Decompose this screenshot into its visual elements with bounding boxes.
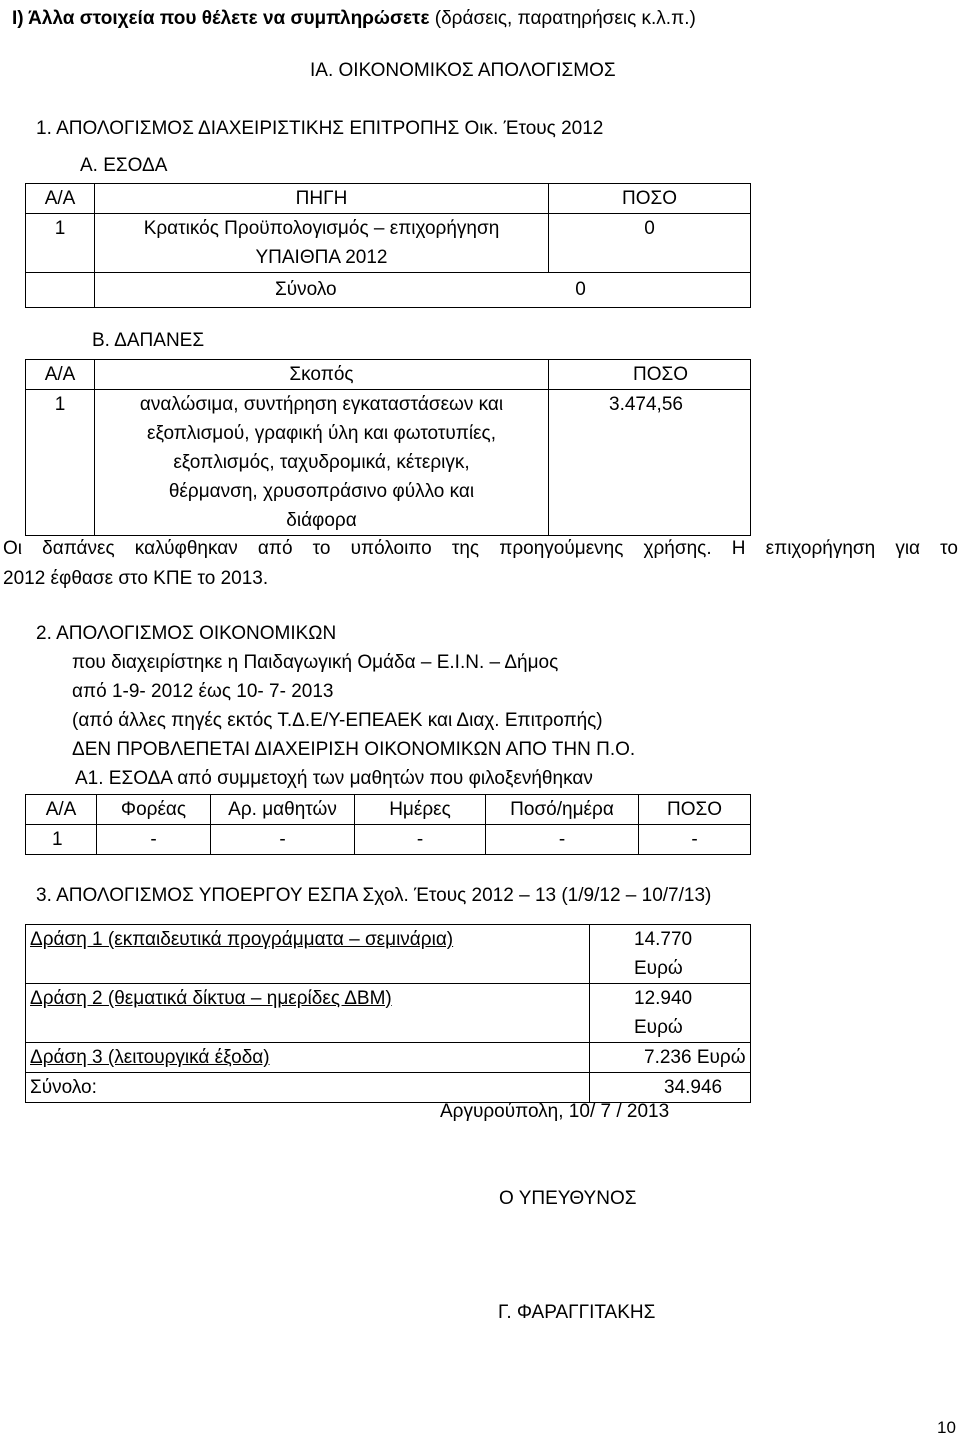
part2-line6: Α1. ΕΣΟΔΑ από συμμετοχή των μαθητών που φιλοξενήθηκαν — [75, 768, 593, 789]
espa-row-value: 14.770 Ευρώ — [590, 925, 751, 984]
table-row — [26, 1073, 751, 1103]
col-header-amount: ΠΟΣΟ — [549, 184, 751, 214]
part2-line5: ΔΕΝ ΠΡΟΒΛΕΠΕΤΑΙ ΔΙΑΧΕΙΡΙΣΗ ΟΙΚΟΝΟΜΙΚΩΝ ΑΠΟ ΤΗΝ Π.Ο. — [72, 739, 636, 760]
total-value: 0 — [575, 279, 586, 300]
table-row — [26, 390, 751, 536]
cell-empty — [26, 273, 95, 308]
page-number: 10 — [937, 1418, 956, 1437]
col-header: ΠΟΣΟ — [639, 795, 751, 825]
income-table — [25, 183, 751, 308]
col-header: Αρ. μαθητών — [211, 795, 355, 825]
table-row — [26, 825, 751, 855]
cell-purpose — [95, 390, 549, 536]
table-row — [26, 360, 751, 390]
cell-source — [95, 214, 549, 273]
part3-title: 3. ΑΠΟΛΟΓΙΣΜΟΣ ΥΠΟΕΡΓΟΥ ΕΣΠΑ Σχολ. Έτους 2012 – 13 (1/9/12 – 10/7/13) — [36, 885, 712, 906]
part2-line3: από 1-9- 2012 έως 10- 7- 2013 — [72, 681, 334, 702]
table-cell: - — [355, 825, 486, 855]
main-title: ΙΑ. ΟΙΚΟΝΟΜΙΚΟΣ ΑΠΟΛΟΓΙΣΜΟΣ — [310, 60, 616, 81]
espa-row-label: Δράση 3 (λειτουργικά έξοδα) — [26, 1043, 590, 1073]
col-header: Ποσό/ημέρα — [486, 795, 639, 825]
purpose-line: θέρμανση, χρυσοπράσινο φύλλο και — [168, 481, 475, 502]
table-row — [26, 184, 751, 214]
col-header: Α/Α — [26, 795, 97, 825]
part1-title: 1. ΑΠΟΛΟΓΙΣΜΟΣ ΔΙΑΧΕΙΡΙΣΤΙΚΗΣ ΕΠΙΤΡΟΠΗΣ Οικ. Έτους 2012 — [36, 118, 604, 139]
section-header-suffix: (δράσεις, παρατηρήσεις κ.λ.π.) — [434, 8, 696, 29]
amount-value: 3.474,56 — [609, 394, 683, 415]
table-cell: - — [639, 825, 751, 855]
section-header — [12, 8, 696, 30]
students-table — [25, 794, 751, 855]
col-header: Φορέας — [97, 795, 211, 825]
signatory-role: Ο ΥΠΕΥΘΥΝΟΣ — [499, 1188, 637, 1209]
signatory-name: Γ. ΦΑΡΑΓΓΙΤΑΚΗΣ — [498, 1302, 656, 1323]
purpose-line: αναλώσιμα, συντήρηση εγκαταστάσεων και — [139, 394, 504, 415]
cell-aa: 1 — [26, 214, 95, 273]
expenses-label: Β. ΔΑΠΑΝΕΣ — [92, 330, 205, 351]
table-row — [26, 1043, 751, 1073]
part2-line2: που διαχειρίστηκε η Παιδαγωγική Ομάδα – Ε.Ι.Ν. – Δήμος — [72, 652, 559, 673]
table-row — [26, 273, 751, 308]
cell-source-line2: ΥΠΑΙΘΠΑ 2012 — [255, 247, 388, 268]
table-cell: 1 — [26, 825, 97, 855]
col-header-amount: ΠΟΣΟ — [549, 360, 751, 390]
col-header-purpose: Σκοπός — [95, 360, 549, 390]
col-header-aa: Α/Α — [26, 360, 95, 390]
table-row — [26, 984, 751, 1043]
section-header-prefix: Ι) Άλλα στοιχεία που θέλετε να συμπληρώσετε — [12, 8, 430, 29]
place-date: Αργυρούπολη, 10/ 7 / 2013 — [440, 1101, 670, 1122]
expenses-table — [25, 359, 751, 536]
note-line2: 2012 έφθασε στο ΚΠΕ το 2013. — [3, 568, 269, 589]
purpose-line: εξοπλισμός, ταχυδρομικά, κέτεριγκ, — [173, 452, 470, 473]
cell-total — [95, 273, 751, 308]
cell-amount: 0 — [549, 214, 751, 273]
espa-row-label: Δράση 1 (εκπαιδευτικά προγράμματα – σεμινάρια) — [26, 925, 590, 984]
table-cell: - — [97, 825, 211, 855]
espa-row-label: Δράση 2 (θεματικά δίκτυα – ημερίδες ΔΒΜ) — [26, 984, 590, 1043]
cell-source-line1: Κρατικός Προϋπολογισμός – επιχορήγηση — [143, 218, 500, 239]
table-row — [26, 925, 751, 984]
espa-total-value: 34.946 — [590, 1073, 751, 1103]
table-row — [26, 795, 751, 825]
cell-amount — [549, 390, 751, 536]
purpose-line: εξοπλισμού, γραφική ύλη και φωτοτυπίες, — [146, 423, 496, 444]
table-cell: - — [486, 825, 639, 855]
col-header: Ημέρες — [355, 795, 486, 825]
table-row — [26, 214, 751, 273]
note-line1: Οι δαπάνες καλύφθηκαν από το υπόλοιπο της προηγούμενης χρήσης. Η επιχορήγηση για το — [3, 538, 958, 559]
cell-aa: 1 — [26, 390, 95, 536]
col-header-source: ΠΗΓΗ — [95, 184, 549, 214]
espa-row-value: 7.236 Ευρώ — [590, 1043, 751, 1073]
espa-row-value: 12.940 Ευρώ — [590, 984, 751, 1043]
purpose-line: διάφορα — [286, 510, 357, 531]
part2-title: 2. ΑΠΟΛΟΓΙΣΜΟΣ ΟΙΚΟΝΟΜΙΚΩΝ — [36, 623, 337, 644]
table-cell: - — [211, 825, 355, 855]
total-label: Σύνολο — [275, 279, 337, 300]
espa-table — [25, 924, 751, 1103]
part2-line4: (από άλλες πηγές εκτός Τ.Δ.Ε/Υ-ΕΠΕΑΕΚ και Διαχ. Επιτροπής) — [72, 710, 603, 731]
income-label: Α. ΕΣΟΔΑ — [80, 155, 168, 176]
espa-total-label: Σύνολο: — [26, 1073, 590, 1103]
col-header-aa: Α/Α — [26, 184, 95, 214]
